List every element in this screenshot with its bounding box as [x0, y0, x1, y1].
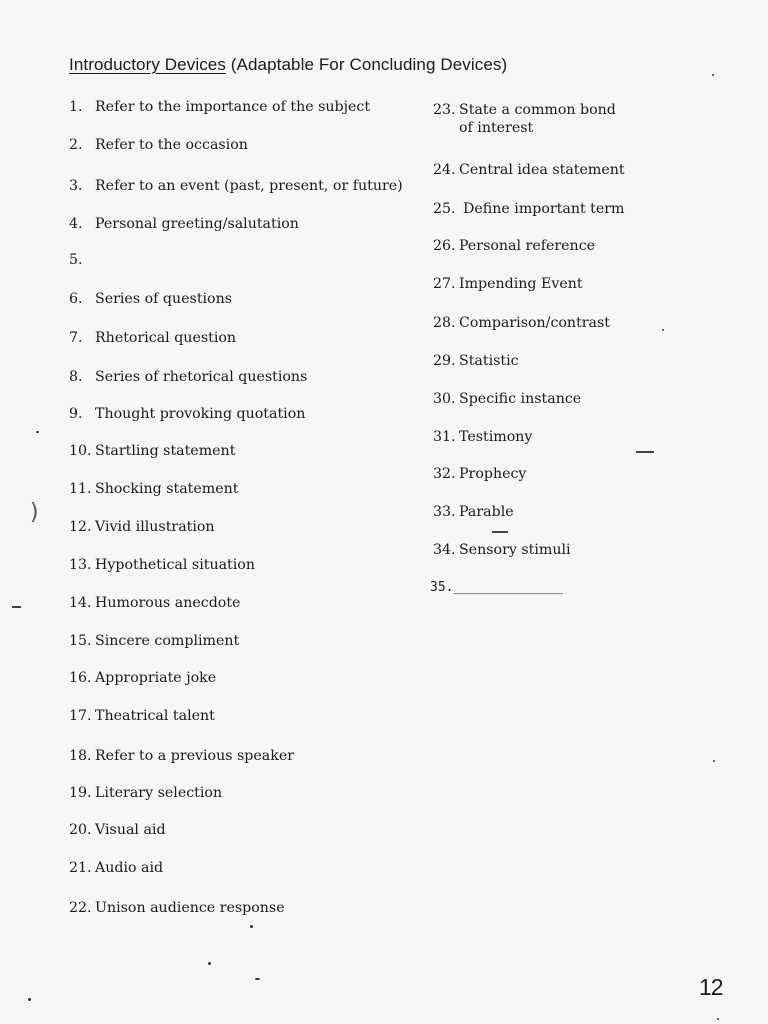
list-item: 6. Series of questions — [69, 291, 233, 307]
list-item: 12. Vivid illustration — [69, 519, 215, 535]
list-item: 14. Humorous anecdote — [69, 595, 241, 611]
list-item: 30. Specific instance — [433, 391, 582, 407]
page-number: 12 — [699, 974, 723, 1000]
list-item: 32. Prophecy — [433, 466, 527, 482]
blank-list-item: 35.______________ — [430, 580, 564, 595]
scan-mark — [208, 962, 211, 965]
page-title — [69, 55, 507, 75]
list-item: 13. Hypothetical situation — [69, 557, 255, 573]
list-item: 29. Statistic — [433, 353, 519, 369]
list-item: 1. Refer to the importance of the subject — [69, 99, 371, 115]
list-item: 7. Rhetorical question — [69, 330, 237, 346]
scan-mark — [717, 1018, 719, 1020]
scan-mark — [636, 451, 654, 453]
list-item: 2. Refer to the occasion — [69, 137, 248, 153]
list-item: 18. Refer to a previous speaker — [69, 748, 295, 764]
list-item: 5. — [69, 252, 83, 268]
list-item: 16. Appropriate joke — [69, 670, 217, 686]
scan-mark — [250, 925, 253, 928]
list-item: 21. Audio aid — [69, 860, 164, 876]
list-item: 34. Sensory stimuli — [433, 542, 571, 558]
title-sub: (Adaptable For Concluding Devices) — [225, 55, 508, 74]
list-item: 15. Sincere compliment — [69, 633, 240, 649]
title-main: Introductory Devices — [69, 55, 226, 74]
scan-mark — [36, 431, 39, 433]
list-item: 4. Personal greeting/salutation — [69, 216, 299, 232]
scan-mark — [662, 329, 664, 331]
list-item: 19. Literary selection — [69, 785, 223, 801]
scan-mark — [12, 606, 21, 608]
list-item: 9. Thought provoking quotation — [69, 406, 306, 422]
scan-mark: ) — [30, 500, 39, 525]
list-item: 28. Comparison/contrast — [433, 315, 610, 331]
scan-mark — [255, 978, 260, 980]
scan-mark — [712, 74, 714, 76]
list-item: 26. Personal reference — [433, 238, 596, 254]
list-item: 8. Series of rhetorical questions — [69, 369, 308, 385]
list-item: 27. Impending Event — [433, 276, 583, 292]
list-item: 25. Define important term — [433, 201, 625, 217]
list-item: 23. State a common bond of interest — [433, 102, 616, 136]
scan-mark — [492, 531, 508, 533]
list-item: 22. Unison audience response — [69, 900, 285, 916]
list-item: 33. Parable — [433, 504, 514, 520]
scan-mark — [713, 760, 715, 762]
list-item: 17. Theatrical talent — [69, 708, 215, 724]
list-item: 11. Shocking statement — [69, 481, 239, 497]
list-item: 24. Central idea statement — [433, 162, 625, 178]
list-item: 31. Testimony — [433, 429, 533, 445]
list-item: 20. Visual aid — [69, 822, 166, 838]
list-item: 10. Startling statement — [69, 443, 236, 459]
scan-mark — [28, 998, 31, 1001]
list-item: 3. Refer to an event (past, present, or future) — [69, 178, 403, 194]
